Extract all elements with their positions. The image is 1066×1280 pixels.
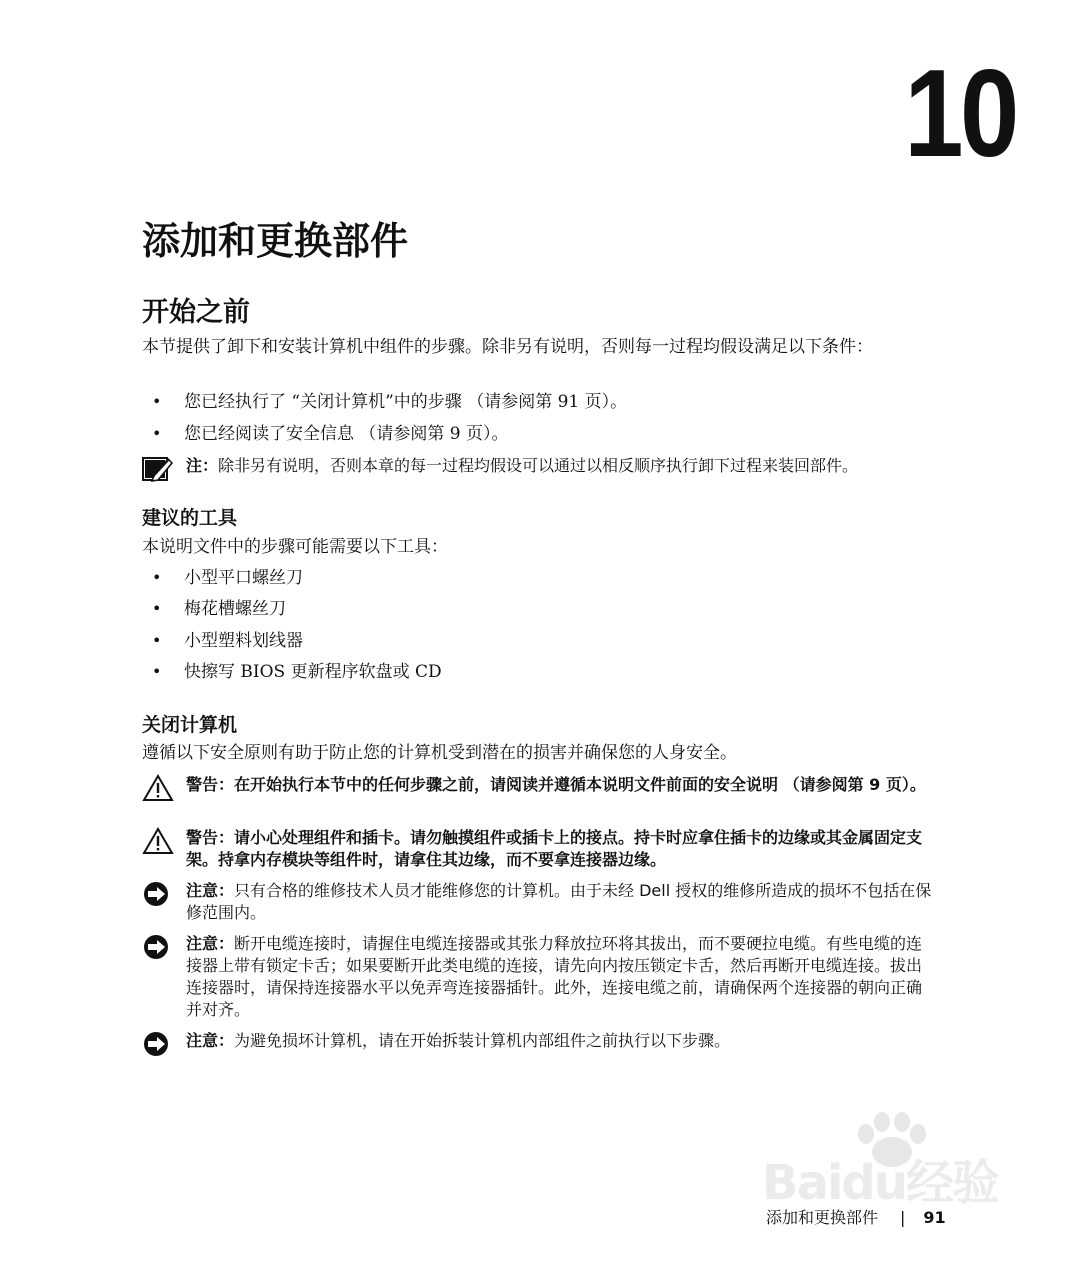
notice-block: [142, 880, 932, 924]
tool-text: 快擦写 BIOS 更新程序软盘或 CD: [184, 662, 442, 682]
notice-label: 注意：: [186, 934, 235, 953]
tool-item: [152, 566, 303, 590]
footer-title: 添加和更换部件: [766, 1208, 879, 1227]
warning-text: 请小心处理组件和插卡。请勿触摸组件或插卡上的接点。持卡时应拿住插卡的边缘或其金属固定支架。持拿内存模块等组件时，请拿住其边缘，而不要拿连接器边缘。: [186, 828, 923, 869]
baidu-watermark: [762, 1118, 1002, 1210]
tool-text: 梅花槽螺丝刀: [184, 599, 286, 619]
shutdown-intro: 遵循以下安全原则有助于防止您的计算机受到潜在的损害并确保您的人身安全。: [142, 743, 737, 763]
shutdown-title: 关闭计算机: [142, 714, 238, 736]
warning-block: [142, 827, 932, 871]
tools-intro: 本说明文件中的步骤可能需要以下工具：: [142, 537, 448, 557]
tool-item: [152, 660, 442, 684]
notice-arrow-icon: [142, 1030, 174, 1058]
notice-text: 只有合格的维修技术人员才能维修您的计算机。由于未经 Dell 授权的维修所造成的损坏不包括在保修范围内。: [186, 881, 932, 922]
tools-title: 建议的工具: [142, 507, 238, 529]
warning-text: 在开始执行本节中的任何步骤之前，请阅读并遵循本说明文件前面的安全说明 （请参阅第 9 页）。: [234, 775, 926, 794]
notice-text: 为避免损坏计算机，请在开始拆装计算机内部组件之前执行以下步骤。: [234, 1031, 731, 1050]
bullet-dot: •: [152, 662, 162, 681]
note-label: 注：: [186, 456, 219, 475]
bullet-dot: •: [152, 424, 162, 443]
notice-arrow-icon: [142, 933, 174, 961]
notice-block: [142, 933, 932, 1021]
tool-item: [152, 629, 303, 653]
pencil-note-icon: [142, 455, 174, 483]
bullet-text: 您已经执行了 “关闭计算机”中的步骤 （请参阅第 91 页）。: [184, 392, 628, 412]
tool-text: 小型平口螺丝刀: [184, 568, 303, 588]
bullet-item: [152, 422, 509, 446]
notice-block: [142, 1030, 932, 1052]
bullet-dot: •: [152, 392, 162, 411]
note-text: 除非另有说明，否则本章的每一过程均假设可以通过以相反顺序执行卸下过程来装回部件。: [218, 456, 859, 475]
section-title: 开始之前: [142, 297, 250, 328]
page-number: 91: [923, 1208, 946, 1227]
chapter-title: 添加和更换部件: [142, 219, 409, 263]
tool-item: [152, 597, 286, 621]
bullet-item: [152, 390, 627, 414]
note-block: [142, 455, 932, 477]
notice-text: 断开电缆连接时，请握住电缆连接器或其张力释放拉环将其拔出，而不要硬拉电缆。有些电缆的连接器上带有锁定卡舌；如果要断开此类电缆的连接，请先向内按压锁定卡舌，然后再断开电缆连接。拔出连接器时，请保持连接器水平以免弄弯连接器插针。此外，连接电缆之前，请确保两个连接器的朝向正确并对齐。: [186, 934, 923, 1019]
bullet-dot: •: [152, 568, 162, 587]
bullet-dot: •: [152, 631, 162, 650]
warning-triangle-icon: [142, 774, 174, 802]
notice-label: 注意：: [186, 1031, 235, 1050]
tool-text: 小型塑料划线器: [184, 631, 303, 651]
section-intro: 本节提供了卸下和安装计算机中组件的步骤。除非另有说明，否则每一过程均假设满足以下条件：: [142, 337, 873, 357]
watermark-text: Baidu经验: [762, 1155, 998, 1211]
warning-label: 警告：: [186, 775, 235, 794]
footer-separator: |: [900, 1208, 906, 1227]
warning-triangle-icon: [142, 827, 174, 855]
page-footer: [766, 1205, 946, 1228]
warning-label: 警告：: [186, 828, 235, 847]
bullet-dot: •: [152, 599, 162, 618]
notice-label: 注意：: [186, 881, 235, 900]
chapter-number: 10: [904, 45, 1016, 183]
notice-arrow-icon: [142, 880, 174, 908]
bullet-text: 您已经阅读了安全信息 （请参阅第 9 页）。: [184, 424, 509, 444]
warning-block: [142, 774, 932, 796]
